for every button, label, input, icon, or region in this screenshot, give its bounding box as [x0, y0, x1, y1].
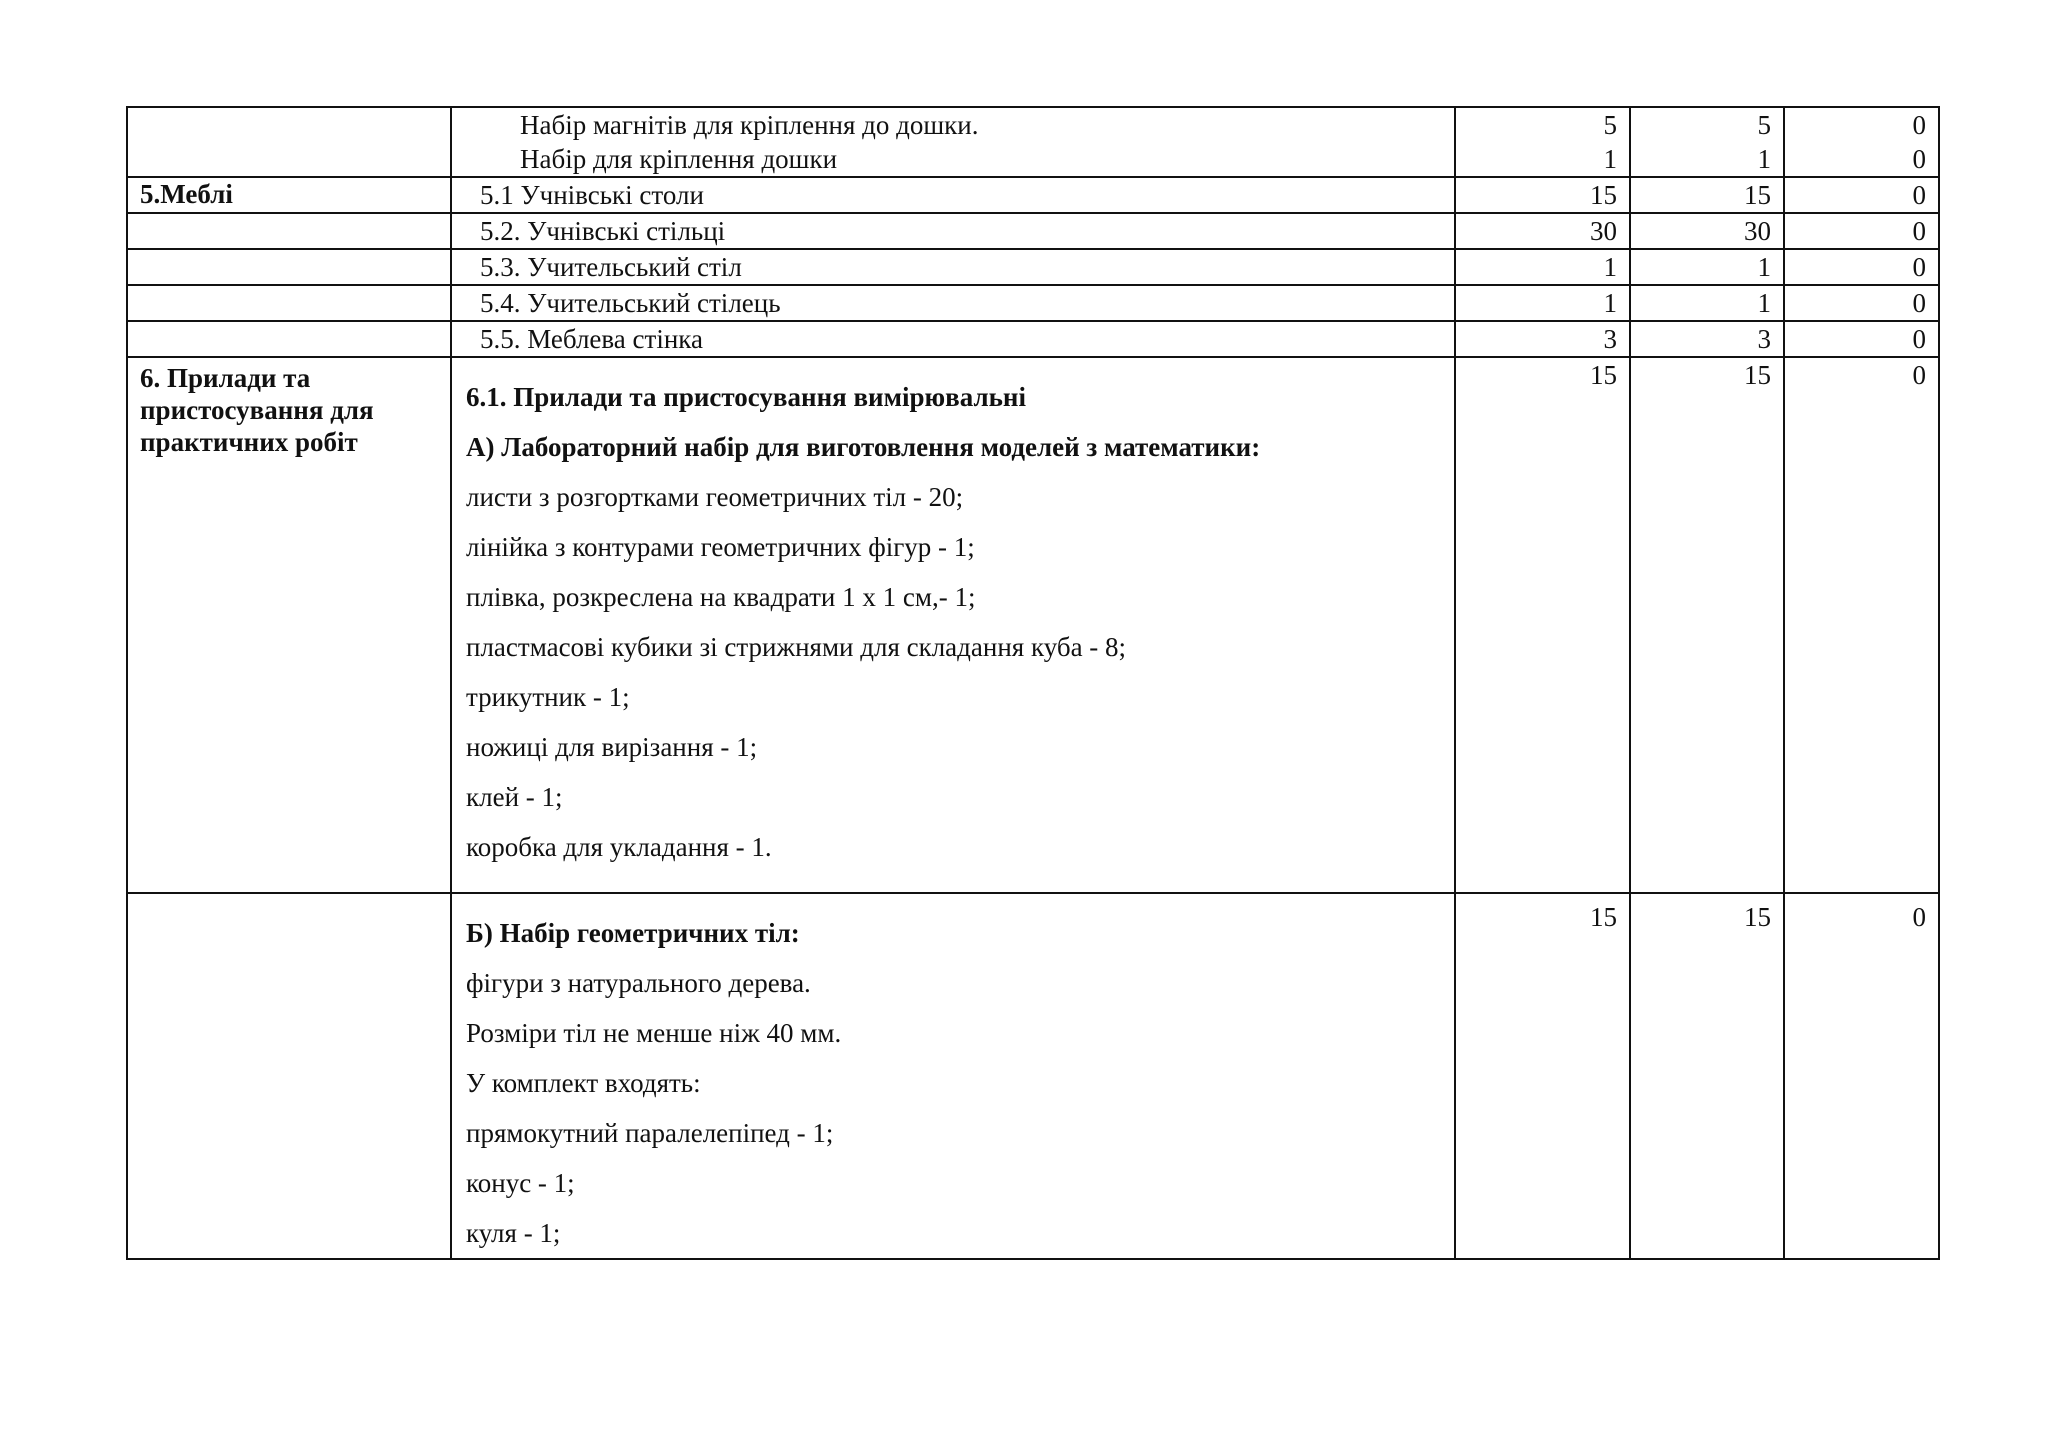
table-row-furniture-5 — [127, 321, 1939, 357]
item-cell — [451, 107, 1455, 177]
value-fastening-n3: 0 — [1912, 144, 1926, 174]
item-cell: 5.2. Учнівські стільці — [451, 213, 1455, 249]
category-cell-empty — [127, 249, 451, 285]
quantity-cell-1 — [1455, 107, 1630, 177]
value-cell: 1 — [1455, 285, 1630, 321]
category-cell-furniture: 5.Меблі — [127, 177, 451, 213]
list-item: пластмасові кубики зі стрижнями для складання куба - 8; — [466, 632, 1127, 662]
item-description-cell — [451, 357, 1455, 893]
list-item: клей - 1; — [466, 782, 563, 812]
category-cell-empty — [127, 213, 451, 249]
value-cell: 0 — [1784, 321, 1939, 357]
table-row-furniture-2 — [127, 213, 1939, 249]
table-row-furniture-4 — [127, 285, 1939, 321]
item-cell: 5.1 Учнівські столи — [451, 177, 1455, 213]
list-item: трикутник - 1; — [466, 682, 630, 712]
value-fastening-n1: 1 — [1603, 144, 1617, 174]
value-magnets-n3: 0 — [1912, 110, 1926, 140]
value-fastening-n2: 1 — [1757, 144, 1771, 174]
list-item: фігури з натурального дерева. — [466, 968, 811, 998]
item-cell: 5.3. Учительський стіл — [451, 249, 1455, 285]
category-cell-empty — [127, 107, 451, 177]
value-cell: 1 — [1630, 285, 1784, 321]
value-cell: 3 — [1630, 321, 1784, 357]
list-item: Розміри тіл не менше ніж 40 мм. — [466, 1018, 842, 1048]
table-row-top — [127, 107, 1939, 177]
category-line: 6. Прилади та — [140, 363, 311, 393]
value-cell: 30 — [1630, 213, 1784, 249]
category-cell-empty — [127, 321, 451, 357]
value-cell: 15 — [1630, 893, 1784, 1259]
category-line: пристосування для — [140, 395, 374, 425]
category-cell-instruments — [127, 357, 451, 893]
table-row-furniture-1 — [127, 177, 1939, 213]
value-cell: 15 — [1630, 357, 1784, 893]
value-cell: 15 — [1455, 357, 1630, 893]
list-item: ножиці для вирізання - 1; — [466, 732, 758, 762]
item-magnets: Набір магнітів для кріплення до дошки. — [520, 110, 979, 140]
item-cell: 5.5. Меблева стінка — [451, 321, 1455, 357]
value-magnets-n2: 5 — [1757, 110, 1771, 140]
value-cell: 30 — [1455, 213, 1630, 249]
list-item: прямокутний паралелепіпед - 1; — [466, 1118, 834, 1148]
list-item: У комплект входять: — [466, 1068, 701, 1098]
value-magnets-n1: 5 — [1603, 110, 1617, 140]
quantity-cell-3 — [1784, 107, 1939, 177]
list-item: куля - 1; — [466, 1218, 561, 1248]
equipment-table — [126, 106, 1940, 1260]
table-row-instruments — [127, 357, 1939, 893]
table-row-geometric-solids — [127, 893, 1939, 1259]
item-board-fastening: Набір для кріплення дошки — [520, 144, 838, 174]
list-item: коробка для укладання - 1. — [466, 832, 772, 862]
list-item: плівка, розкреслена на квадрати 1 х 1 см,- 1; — [466, 582, 976, 612]
quantity-cell-2 — [1630, 107, 1784, 177]
category-line: практичних робіт — [140, 427, 358, 457]
value-cell: 15 — [1630, 177, 1784, 213]
value-cell: 1 — [1455, 249, 1630, 285]
list-item: конус - 1; — [466, 1168, 575, 1198]
value-cell: 0 — [1784, 357, 1939, 893]
value-cell: 0 — [1784, 213, 1939, 249]
value-cell: 3 — [1455, 321, 1630, 357]
value-cell: 0 — [1784, 249, 1939, 285]
list-item: листи з розгортками геометричних тіл - 20; — [466, 482, 964, 512]
value-cell: 0 — [1784, 285, 1939, 321]
section-subheading: А) Лабораторний набір для виготовлення моделей з математики: — [466, 432, 1261, 462]
value-cell: 0 — [1784, 893, 1939, 1259]
value-cell: 1 — [1630, 249, 1784, 285]
category-cell-empty — [127, 285, 451, 321]
list-item: лінійка з контурами геометричних фігур - 1; — [466, 532, 975, 562]
table-row-furniture-3 — [127, 249, 1939, 285]
item-description-cell — [451, 893, 1455, 1259]
value-cell: 0 — [1784, 177, 1939, 213]
section-heading: Б) Набір геометричних тіл: — [466, 918, 800, 948]
item-cell: 5.4. Учительський стілець — [451, 285, 1455, 321]
value-cell: 15 — [1455, 177, 1630, 213]
value-cell: 15 — [1455, 893, 1630, 1259]
category-cell-empty — [127, 893, 451, 1259]
section-heading: 6.1. Прилади та пристосування вимірювальні — [466, 382, 1026, 412]
